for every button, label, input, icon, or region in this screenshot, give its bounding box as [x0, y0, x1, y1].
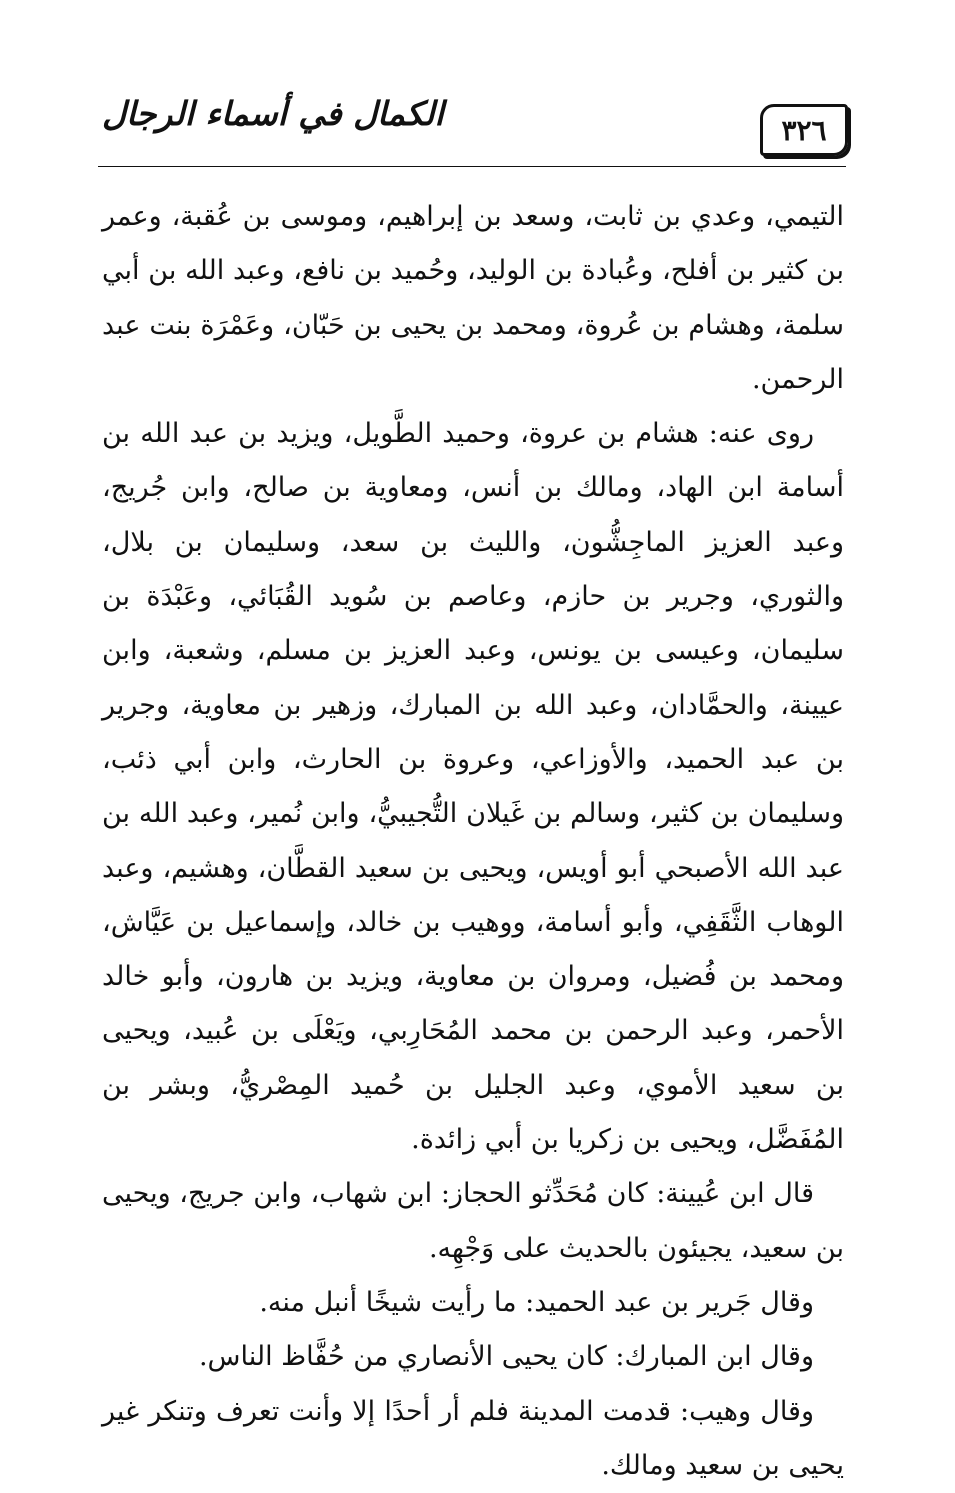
paragraph-jarir: وقال جَرير بن عبد الحميد: ما رأيت شيخًا أنبل منه. [259, 1286, 814, 1318]
paragraph-teachers: التيمي، وعدي بن ثابت، وسعد بن إبراهيم، وموسى بن عُقبة، وعمر بن كثير بن أفلح، وعُبادة بن الوليد، وحُميد بن نافع، وعبد الله بن أبي سلمة، وهشام بن عُروة، ومحمد بن يحيى بن حَبّان، وعَمْرَة بنت عبد الرحمن. [102, 201, 844, 395]
running-title: الكمال في أسماء الرجال [102, 94, 444, 133]
paragraph-wuhayb: وقال وهيب: قدمت المدينة فلم أر أحدًا إلا وأنت تعرف وتنكر غير يحيى بن سعيد ومالك. [102, 1395, 844, 1481]
page-number: ٣٢٦ [760, 104, 848, 156]
header-rule [98, 166, 846, 167]
paragraph-ibn-uyayna: قال ابن عُيينة: كان مُحَدِّثو الحجاز: ابن شهاب، وابن جريج، ويحيى بن سعيد، يجيئون بالحديث على وَجْهِه. [102, 1178, 844, 1264]
paragraph-ibn-mubarak: وقال ابن المبارك: كان يحيى الأنصاري من حُفَّاظ الناس. [198, 1341, 814, 1373]
paragraph-narrators: روى عنه: هشام بن عروة، وحميد الطَّويل، ويزيد بن عبد الله بن أسامة ابن الهاد، ومالك بن أنس، ومعاوية بن صالح، وابن جُريج، وعبد العزيز الماجِشُّون، والليث بن سعد، وسليمان بن بلال، والثوري، وجرير بن حازم، وعاصم بن سُويد القُبَائي، وعَبْدَة بن سليمان، وعيسى بن يونس، وعبد العزيز بن مسلم، وشعبة، وابن عيينة، والحمَّادان، وعبد الله بن المبارك، وزهير بن معاوية، وجرير بن عبد الحميد، والأوزاعي، وعروة بن الحارث، وابن أبي ذئب، وسليمان بن كثير، وسالم بن غَيلان التُّجيبيُّ، وابن نُمير، وعبد الله بن عبد الله الأصبحي أبو أويس، ويحيى بن سعيد القطَّان، وهشيم، وعبد الوهاب الثَّقَفِي، وأبو أسامة، ووهيب بن خالد، وإسماعيل بن عَيَّاش، ومحمد بن فُضيل، ومروان بن معاوية، ويزيد بن هارون، وأبو خالد الأحمر، وعبد الرحمن بن محمد المُحَارِبي، ويَعْلَى بن عُبيد، ويحيى بن سعيد الأموي، وعبد الجليل بن حُميد المِصْريُّ، وبشر بن المُفَضَّل، ويحيى بن زكريا بن أبي زائدة. [102, 418, 844, 1156]
page-body [102, 190, 844, 1493]
page-header [98, 86, 848, 166]
